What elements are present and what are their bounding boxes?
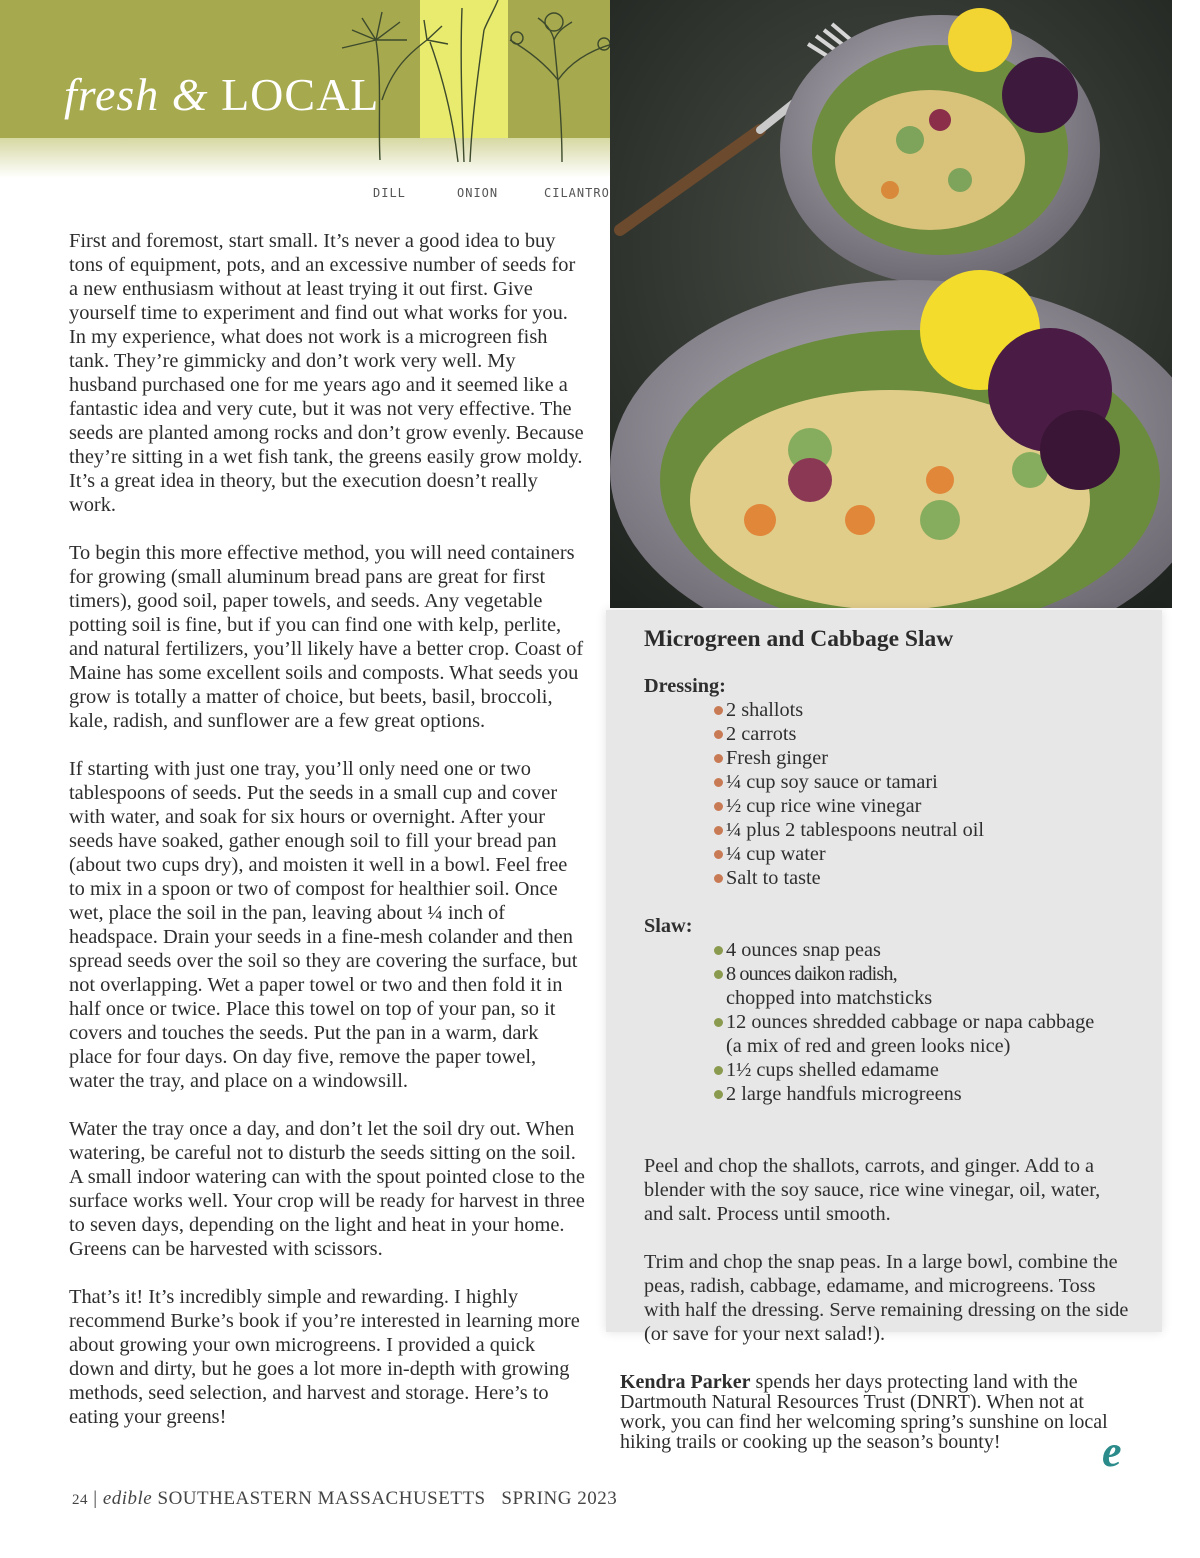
footer-separator: | [93,1488,98,1509]
footer-region: SOUTHEASTERN MASSACHUSETTS [157,1488,486,1509]
dressing-item: 2 shallots [714,698,1134,722]
dressing-item: Salt to taste [714,866,1134,890]
end-mark-icon: e [1102,1427,1122,1476]
dressing-item: 2 carrots [714,722,1134,746]
recipe-box [606,610,1162,1345]
section-title-caps: LOCAL [221,69,380,120]
slaw-label: Slaw: [644,915,693,937]
article-body [69,229,585,1453]
author-bio [620,1372,1134,1452]
slaw-item [714,1082,1134,1106]
page-footer [72,1488,617,1510]
herb-label-cilantro: CILANTRO [544,186,610,200]
recipe-title: Microgreen and Cabbage Slaw [644,626,954,652]
herb-label-onion: ONION [457,186,499,200]
footer-brand: edible [102,1488,153,1509]
recipe-content [644,674,1134,1346]
slaw-item [714,1058,1134,1082]
article-paragraph-4: Water the tray once a day, and don’t let the soil dry out. When watering, be careful not to disturb the seeds sitting on the soil. A small indoor watering can with the spout pointed close to the surface works well. Your crop will be ready for harvest in three to seven days, depending on the light and heat in your home. Greens can be harvested with scissors. [69,1118,585,1260]
dressing-item: ¼ cup water [714,842,1134,866]
slaw-item [714,1010,1134,1058]
dressing-item: ½ cup rice wine vinegar [714,794,1134,818]
slaw-photo [610,0,1172,608]
dressing-item: ¼ cup soy sauce or tamari [714,770,1134,794]
slaw-item-continuation: (a mix of red and green looks nice) [726,1035,1011,1057]
slaw-item-continuation: chopped into matchsticks [726,987,933,1009]
slaw-photo-art [610,0,1172,608]
slaw-item-text: 2 large handfuls microgreens [726,1083,962,1105]
article-paragraph-5: That’s it! It’s incredibly simple and rewarding. I highly recommend Burke’s book if you’re interested in learning more about growing your own microgreens. I provided a quick down and dirty, but he goes a lot more in-depth with growing methods, seed selection, and harvest and storage. Here’s to eating your greens! [69,1286,580,1428]
slaw-item-text: 4 ounces snap peas [726,939,881,961]
recipe-step-2: Trim and chop the snap peas. In a large bowl, combine the peas, radish, cabbage, edamame, and microgreens. Toss with half the dressing. Serve remaining dressing on the side (or save for your next salad!). [644,1251,1129,1345]
herb-illustration [312,0,612,180]
dressing-list [644,698,1134,890]
slaw-list [644,938,1134,1106]
slaw-item [714,938,1134,962]
slaw-item [714,962,1134,1010]
recipe-step-1: Peel and chop the shallots, carrots, and ginger. Add to a blender with the soy sauce, rice wine vinegar, oil, water, and salt. Process until smooth. [644,1155,1101,1225]
article-paragraph-1: First and foremost, start small. It’s never a good idea to buy tons of equipment, pots, and an excessive number of seeds for a new enthusiasm without at least trying it out first. Give yourself time to experiment and find out what works for you. In my experience, what does not work is a microgreen fish tank. They’re gimmicky and don’t work very well. My husband purchased one for me years ago and it seemed like a fantastic idea and very cute, but it was not very effective. The seeds are planted among rocks and don’t grow evenly. Because they’re sitting in a wet fish tank, the greens easily grow moldy. It’s a great idea in theory, but the execution doesn’t really work. [69,230,584,516]
dressing-item: ¼ plus 2 tablespoons neutral oil [714,818,1134,842]
article-paragraph-2: To begin this more effective method, you will need containers for growing (small aluminum bread pans are great for first timers), good soil, paper towels, and seeds. Any vegetable potting soil is fine, but if you can find one with kelp, perlite, and natural fertilizers, you’ll likely have a better crop. Coast of Maine has some excellent soils and composts. What seeds you grow is totally a matter of choice, but beets, basil, broccoli, kale, radish, and sunflower are a few great options. [69,542,584,732]
slaw-item-text: 1½ cups shelled edamame [726,1059,939,1081]
page-number: 24 [72,1492,88,1508]
slaw-item-text: 12 ounces shredded cabbage or napa cabbage [726,1011,1095,1033]
article-paragraph-3: If starting with just one tray, you’ll only need one or two tablespoons of seeds. Put the seeds in a small cup and cover with water, and soak for six hours or overnight. After your seeds have soaked, gather enough soil to fill your bread pan (about two cups dry), and moisten it well in a bowl. Feel free to mix in a spoon or two of compost for healthier soil. Once wet, place the soil in the pan, leaving about ¼ inch of headspace. Drain your seeds in a fine-mesh colander and then spread seeds over the soil so they are covering the surface, but not overlapping. Wet a paper towel or two and then fold it in half once or twice. Place this towel on top of your pan, so it covers and touches the seeds. Put the pan in a warm, dark place for four days. On day five, remove the paper towel, water the tray, and place on a windowsill. [69,758,578,1092]
footer-issue: SPRING 2023 [501,1488,618,1509]
author-name: Kendra Parker [620,1371,751,1393]
section-title-script: fresh & [64,69,209,120]
author-bio-text: spends her days protecting land with the Dartmouth Natural Resources Trust (DNRT). When not at work, you can find her welcoming spring’s sunshine on local hiking trails or cooking up the season’s bounty! [620,1371,1108,1453]
dressing-item: Fresh ginger [714,746,1134,770]
herb-label-dill: DILL [373,186,406,200]
slaw-item-text: 8 ounces daikon radish, [726,963,897,985]
dressing-label: Dressing: [644,675,726,697]
